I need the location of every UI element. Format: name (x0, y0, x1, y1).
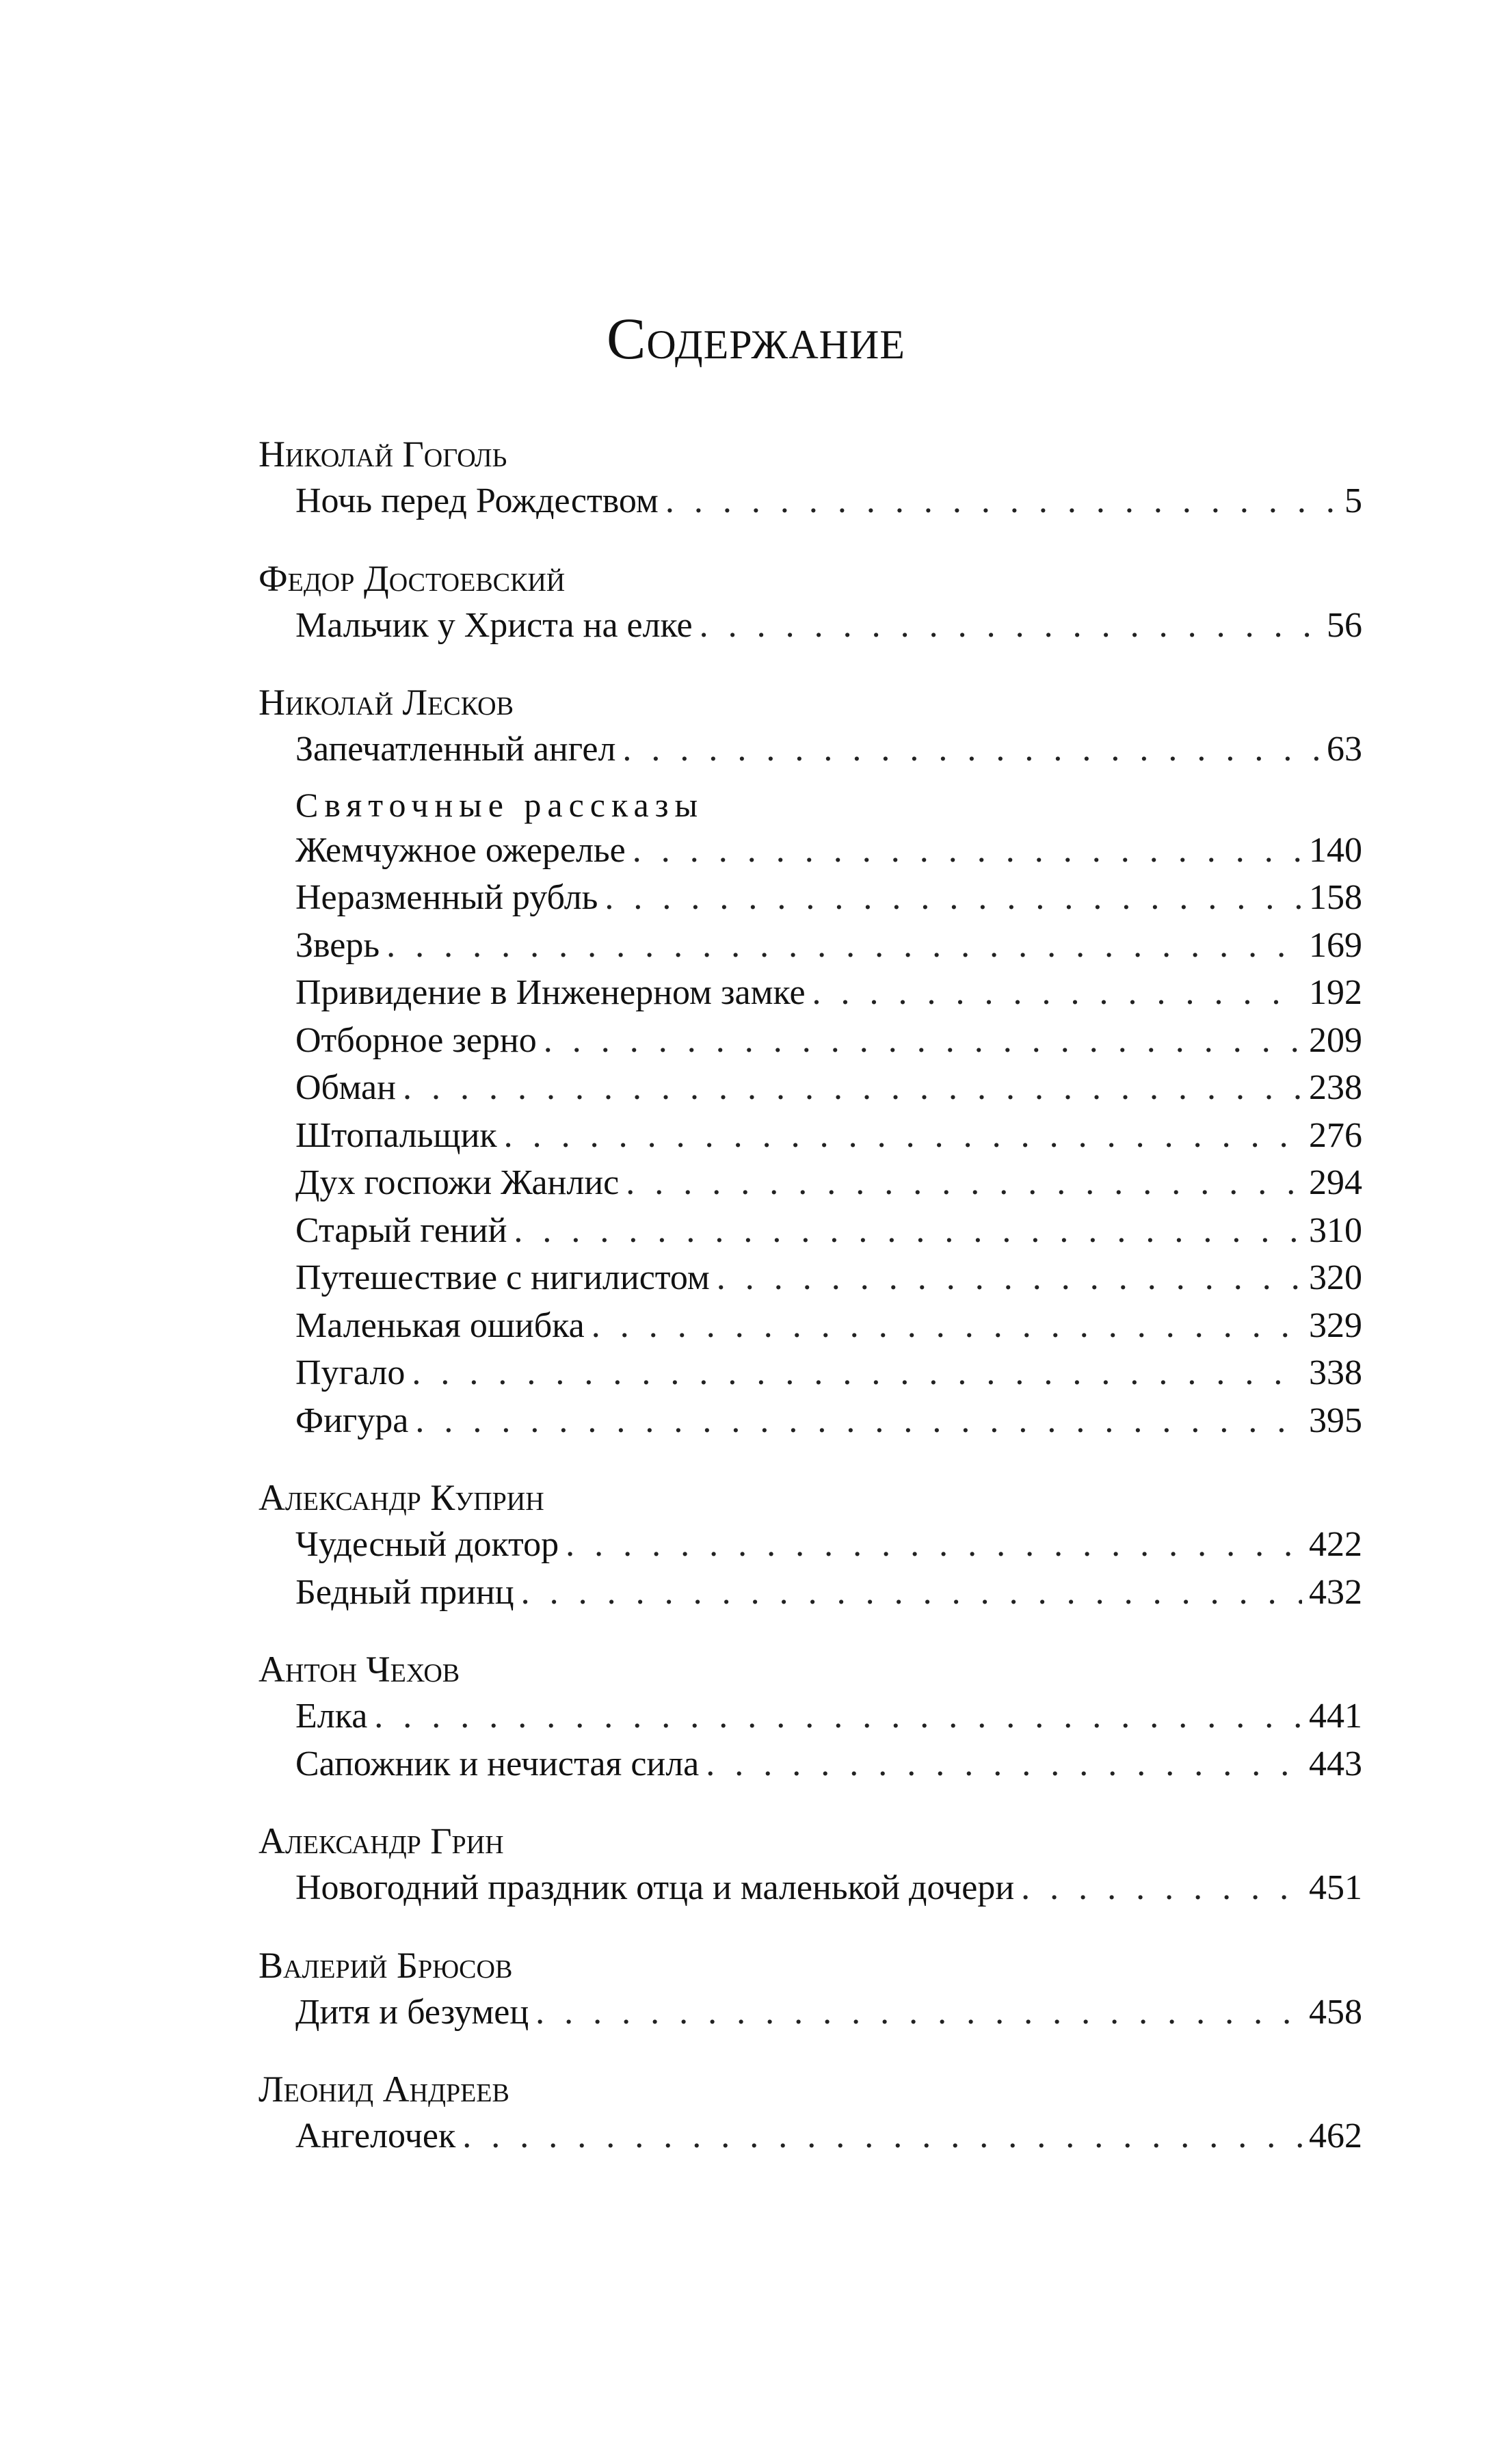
entry-page: 329 (1309, 1305, 1362, 1345)
entry-page: 5 (1344, 481, 1362, 520)
entry-page: 158 (1309, 878, 1362, 917)
entry-page: 209 (1309, 1020, 1362, 1060)
author-heading: Антон Чехов (258, 1649, 460, 1690)
toc-section (258, 1474, 1362, 1616)
author-heading: Леонид Андреев (258, 2069, 509, 2110)
entry-title: Новогодний праздник отца и маленькой дочери (295, 1868, 1015, 1907)
dot-leader (812, 969, 1302, 1017)
entry-page: 320 (1309, 1258, 1362, 1297)
dot-leader (514, 1207, 1302, 1255)
toc-entry[interactable] (295, 1017, 1362, 1065)
entry-page: 310 (1309, 1210, 1362, 1250)
dot-leader (535, 1989, 1302, 2036)
entry-title: Бедный принц (295, 1572, 514, 1612)
dot-leader (566, 1521, 1302, 1569)
entry-page: 338 (1309, 1353, 1362, 1392)
toc-entry[interactable] (295, 1740, 1362, 1788)
dot-leader (665, 477, 1338, 525)
entry-page: 56 (1327, 605, 1362, 645)
dot-leader (706, 1740, 1302, 1788)
toc-section (258, 431, 1362, 525)
entry-title: Ангелочек (295, 2116, 456, 2155)
entry-title: Запечатленный ангел (295, 730, 616, 769)
toc-entry[interactable] (295, 477, 1362, 525)
entry-page: 441 (1309, 1697, 1362, 1736)
entry-page: 432 (1309, 1572, 1362, 1612)
toc-entry[interactable] (295, 1989, 1362, 2036)
entry-title: Старый гений (295, 1210, 507, 1250)
page-title: Содержание (607, 306, 905, 371)
table-of-contents (258, 431, 1362, 2190)
entry-title: Мальчик у Христа на елке (295, 605, 693, 645)
toc-section (258, 679, 1362, 1444)
toc-section (258, 1818, 1362, 1912)
entry-title: Привидение в Инженерном замке (295, 973, 806, 1012)
author-heading: Александр Куприн (258, 1477, 544, 1518)
toc-entry[interactable] (295, 1569, 1362, 1617)
dot-leader (374, 1693, 1302, 1740)
entry-title: Ночь перед Рождеством (295, 481, 659, 520)
toc-entry[interactable] (295, 1159, 1362, 1207)
entry-title: Чудесный доктор (295, 1525, 559, 1564)
dot-leader (700, 602, 1320, 650)
entry-title: Фигура (295, 1401, 409, 1440)
author-heading: Николай Гоголь (258, 434, 507, 475)
author-heading: Федор Достоевский (258, 557, 566, 599)
toc-section (258, 555, 1362, 650)
toc-section (258, 1646, 1362, 1788)
toc-entry[interactable] (295, 1349, 1362, 1397)
entry-page: 462 (1309, 2116, 1362, 2155)
dot-leader (626, 1159, 1302, 1207)
entry-page: 443 (1309, 1744, 1362, 1783)
entry-page: 294 (1309, 1163, 1362, 1202)
toc-entry[interactable] (295, 1864, 1362, 1912)
entry-title: Елка (295, 1697, 368, 1736)
toc-entry[interactable] (295, 922, 1362, 970)
entry-page: 169 (1309, 925, 1362, 965)
entry-title: Маленькая ошибка (295, 1305, 585, 1345)
entry-title: Дитя и безумец (295, 1992, 529, 2032)
toc-entry[interactable] (295, 1207, 1362, 1255)
toc-entry[interactable] (295, 602, 1362, 650)
dot-leader (415, 1397, 1302, 1445)
author-heading: Николай Лесков (258, 682, 514, 723)
entry-title: Пугало (295, 1353, 406, 1392)
dot-leader (412, 1349, 1302, 1397)
dot-leader (544, 1017, 1302, 1065)
author-heading: Валерий Брюсов (258, 1944, 513, 1986)
entry-page: 238 (1309, 1068, 1362, 1107)
entry-title: Дух госпожи Жанлис (295, 1163, 620, 1202)
entry-page: 140 (1309, 830, 1362, 870)
dot-leader (386, 922, 1302, 970)
subsection-heading: Святочные рассказы (295, 785, 704, 824)
entry-page: 451 (1309, 1868, 1362, 1907)
entry-title: Отборное зерно (295, 1020, 537, 1060)
dot-leader (633, 827, 1302, 875)
dot-leader (521, 1569, 1302, 1617)
toc-entry[interactable] (295, 1397, 1362, 1445)
entry-page: 395 (1309, 1401, 1362, 1440)
entry-page: 422 (1309, 1525, 1362, 1564)
toc-entry[interactable] (295, 1693, 1362, 1740)
toc-entry[interactable] (295, 1112, 1362, 1160)
entry-title: Штопальщик (295, 1115, 497, 1155)
dot-leader (403, 1064, 1302, 1112)
entry-page: 276 (1309, 1115, 1362, 1155)
toc-subsection (258, 783, 1362, 1445)
entry-page: 192 (1309, 973, 1362, 1012)
dot-leader (622, 726, 1320, 773)
author-heading: Александр Грин (258, 1820, 504, 1861)
toc-entry[interactable] (295, 969, 1362, 1017)
entry-title: Обман (295, 1068, 396, 1107)
dot-leader (462, 2112, 1302, 2160)
dot-leader (717, 1254, 1302, 1302)
dot-leader (504, 1112, 1302, 1160)
dot-leader (592, 1302, 1302, 1350)
entry-title: Путешествие с нигилистом (295, 1258, 710, 1297)
entry-page: 63 (1327, 730, 1362, 769)
entry-title: Неразменный рубль (295, 878, 598, 917)
entry-title: Зверь (295, 925, 380, 965)
toc-entry[interactable] (295, 726, 1362, 773)
toc-entry[interactable] (295, 827, 1362, 875)
entry-title: Сапожник и нечистая сила (295, 1744, 700, 1783)
toc-entry[interactable] (295, 874, 1362, 922)
toc-entry[interactable] (295, 1064, 1362, 1112)
toc-entry[interactable] (295, 1302, 1362, 1350)
entry-page: 458 (1309, 1992, 1362, 2032)
toc-entry[interactable] (295, 1521, 1362, 1569)
toc-entry[interactable] (295, 2112, 1362, 2160)
entry-title: Жемчужное ожерелье (295, 830, 626, 870)
dot-leader (1021, 1864, 1302, 1912)
toc-section (258, 1942, 1362, 2036)
toc-entry[interactable] (295, 1254, 1362, 1302)
toc-section (258, 2066, 1362, 2160)
dot-leader (605, 874, 1302, 922)
